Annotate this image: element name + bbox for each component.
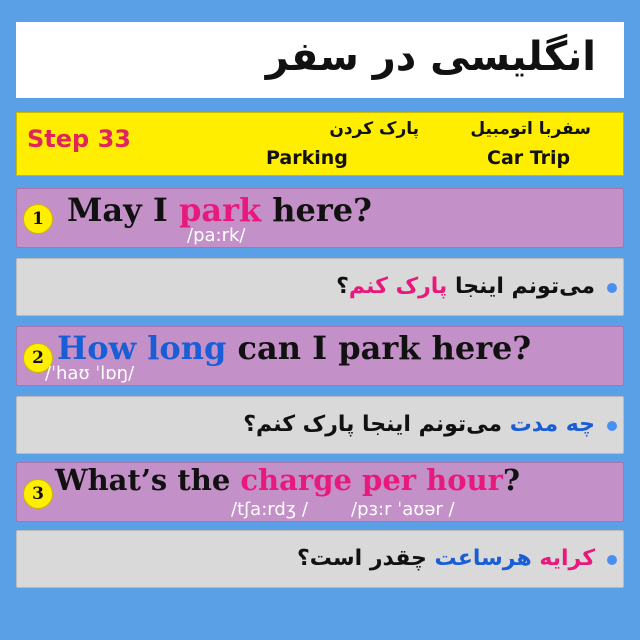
english-row-2	[16, 326, 624, 386]
sentence-part: می‌تونم اینجا پارک کنم؟	[243, 412, 510, 437]
sentence-part: What’s the	[55, 463, 241, 497]
category-english: Car Trip	[487, 147, 571, 169]
sentence-part	[352, 463, 362, 497]
english-row-3	[16, 462, 624, 522]
number-badge-1: 1	[23, 204, 53, 234]
number-badge-3: 3	[23, 479, 53, 509]
keyword-che-moddat: چه مدت	[509, 412, 595, 437]
ipa-transcription-1: /pa:rk/	[187, 225, 246, 246]
keyword-per-hour: per hour	[362, 463, 503, 497]
english-sentence-1	[67, 191, 372, 229]
keyword-park: park	[179, 191, 262, 229]
keyword-park-kardan: پارک کنم	[348, 274, 448, 299]
number-badge-2: 2	[23, 343, 53, 373]
sentence-part: ؟	[336, 274, 349, 299]
persian-row-2	[16, 396, 624, 454]
persian-sentence-1	[336, 274, 595, 299]
category-persian: سفربا اتومبیل	[470, 119, 591, 139]
bullet-icon	[607, 421, 617, 431]
page-title: انگلیسی در سفر	[265, 34, 596, 80]
english-row-1	[16, 188, 624, 248]
keyword-keraye: کرایه	[539, 546, 595, 571]
ipa-transcription-3b: /pɜ:r ˈaʊər /	[351, 499, 455, 520]
sentence-part: can I park here?	[226, 329, 532, 367]
keyword-charge: charge	[240, 463, 352, 497]
ipa-transcription-3a: /tʃa:rdʒ /	[231, 499, 308, 520]
sentence-part: ?	[502, 463, 520, 497]
bullet-icon	[607, 283, 617, 293]
sentence-part: می‌تونم اینجا	[447, 274, 595, 299]
persian-row-1	[16, 258, 624, 316]
title-box	[16, 22, 624, 98]
step-label: Step 33	[27, 125, 131, 153]
sentence-part: here?	[261, 191, 372, 229]
topic-english: Parking	[266, 147, 348, 169]
persian-row-3	[16, 530, 624, 588]
keyword-how-long: How long	[57, 329, 227, 367]
ipa-transcription-2: /ˈhaʊ ˈlɒŋ/	[45, 363, 135, 384]
keyword-har-saat: هرساعت	[434, 546, 532, 571]
english-sentence-3	[55, 463, 520, 497]
sentence-part: May I	[67, 191, 179, 229]
persian-sentence-2	[243, 412, 595, 437]
bullet-icon	[607, 555, 617, 565]
sentence-part: چقدر است؟	[296, 546, 435, 571]
header-band	[16, 112, 624, 176]
persian-sentence-3	[297, 546, 595, 571]
topic-persian: پارک کردن	[329, 119, 419, 139]
english-sentence-2	[57, 329, 531, 367]
